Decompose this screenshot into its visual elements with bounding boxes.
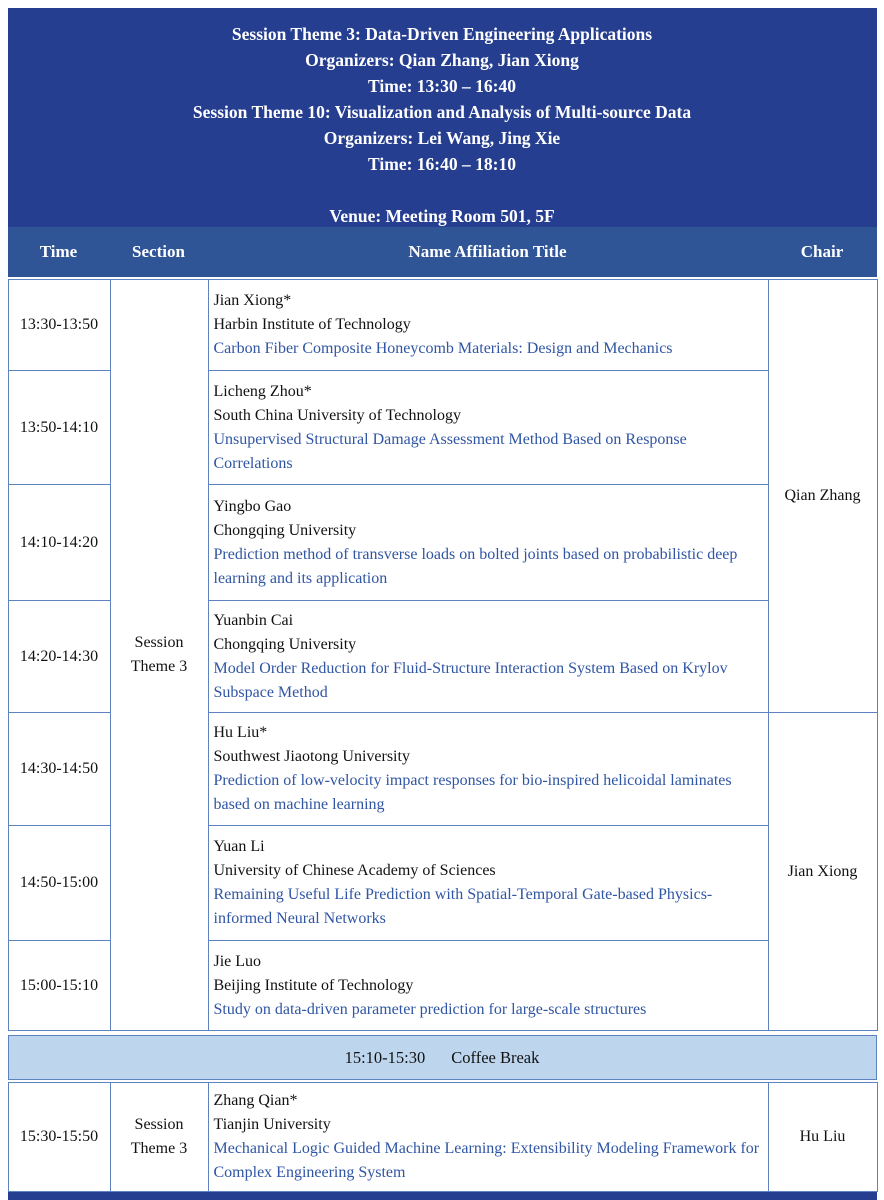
speaker-name: Yuan Li (213, 838, 265, 855)
talk-cell (208, 941, 768, 1031)
session2-schedule-table (8, 1082, 878, 1192)
column-header-time: Time (39, 242, 78, 261)
speaker-name: Yingbo Gao (213, 497, 292, 515)
talk-title: Unsupervised Structural Damage Assessment Method Based on Response Correlations (213, 430, 687, 472)
speaker-affiliation: Tianjin University (213, 1116, 331, 1133)
time-cell: 15:30-15:50 (8, 1083, 110, 1192)
column-header-section: Section (132, 242, 185, 261)
column-header-name: Name Affiliation Title (408, 242, 567, 261)
conference-program-page (8, 8, 877, 1200)
venue-line: Venue: Meeting Room 501, 5F (329, 206, 555, 226)
time-cell: 14:50-15:00 (8, 826, 110, 941)
time-line: Time: 16:40 – 18:10 (368, 154, 516, 174)
chair-cell: Hu Liu (768, 1083, 877, 1192)
talk-cell (208, 601, 768, 713)
section-cell: Session Theme 3 (110, 280, 208, 1031)
speaker-name: Yuanbin Cai (213, 611, 294, 629)
coffee-break-label: Coffee Break (451, 1047, 540, 1067)
next-section-header-strip (8, 1192, 877, 1200)
session-theme-line: Session Theme 3: Data-Driven Engineering Applications (231, 24, 653, 44)
table-column-header (8, 227, 877, 277)
organizers-line: Organizers: Qian Zhang, Jian Xiong (305, 50, 579, 70)
talk-title: Prediction method of transverse loads on bolted joints based on probabilistic deep learning and its application (213, 545, 738, 587)
time-line: Time: 13:30 – 16:40 (368, 76, 516, 96)
table-row (8, 1083, 877, 1192)
speaker-name: Licheng Zhou* (213, 382, 312, 400)
time-cell: 14:20-14:30 (8, 601, 110, 713)
time-cell: 14:10-14:20 (8, 485, 110, 601)
talk-cell (208, 485, 768, 601)
speaker-affiliation: Chongqing University (213, 521, 357, 539)
organizers-line: Organizers: Lei Wang, Jing Xie (323, 128, 561, 148)
speaker-affiliation: Harbin Institute of Technology (213, 316, 411, 333)
talk-title: Remaining Useful Life Prediction with Spatial-Temporal Gate-based Physics-informed Neural Networks (213, 886, 713, 927)
time-cell: 13:50-14:10 (8, 371, 110, 485)
speaker-affiliation: South China University of Technology (213, 406, 461, 424)
column-header-chair: Chair (800, 242, 844, 261)
speaker-name: Jie Luo (213, 952, 262, 970)
speaker-name: Hu Liu* (213, 724, 268, 741)
speaker-affiliation: Southwest Jiaotong University (213, 748, 410, 765)
speaker-affiliation: University of Chinese Academy of Sciences (213, 862, 496, 879)
section-cell: Session Theme 3 (110, 1083, 208, 1192)
talk-title: Model Order Reduction for Fluid-Structure Interaction System Based on Krylov Subspace Method (213, 659, 728, 701)
talk-title: Prediction of low-velocity impact responses for bio-inspired helicoidal laminates based on machine learning (213, 772, 732, 813)
talk-cell (208, 826, 768, 941)
speaker-affiliation: Chongqing University (213, 635, 357, 653)
talk-title: Mechanical Logic Guided Machine Learning: Extensibility Modeling Framework for Complex Engineering System (213, 1140, 760, 1181)
speaker-name: Zhang Qian* (213, 1092, 298, 1109)
time-cell: 15:00-15:10 (8, 941, 110, 1031)
talk-cell (208, 713, 768, 826)
time-cell: 14:30-14:50 (8, 713, 110, 826)
session1-schedule-table (8, 279, 878, 1031)
speaker-affiliation: Beijing Institute of Technology (213, 976, 414, 994)
talk-cell (208, 1083, 768, 1192)
coffee-break-row (8, 1035, 877, 1080)
talk-title: Carbon Fiber Composite Honeycomb Materials: Design and Mechanics (213, 340, 673, 357)
chair-cell: Jian Xiong (768, 713, 877, 1031)
chair-cell: Qian Zhang (768, 280, 877, 713)
speaker-name: Jian Xiong* (213, 292, 292, 309)
session-header-block (8, 8, 877, 227)
talk-cell (208, 371, 768, 485)
session-theme-line: Session Theme 10: Visualization and Analysis of Multi-source Data (192, 102, 692, 122)
talk-title: Study on data-driven parameter prediction for large-scale structures (213, 1000, 647, 1018)
talk-cell (208, 280, 768, 371)
table-row (8, 280, 877, 371)
coffee-break-time: 15:10-15:30 (344, 1047, 426, 1067)
time-cell: 13:30-13:50 (8, 280, 110, 371)
